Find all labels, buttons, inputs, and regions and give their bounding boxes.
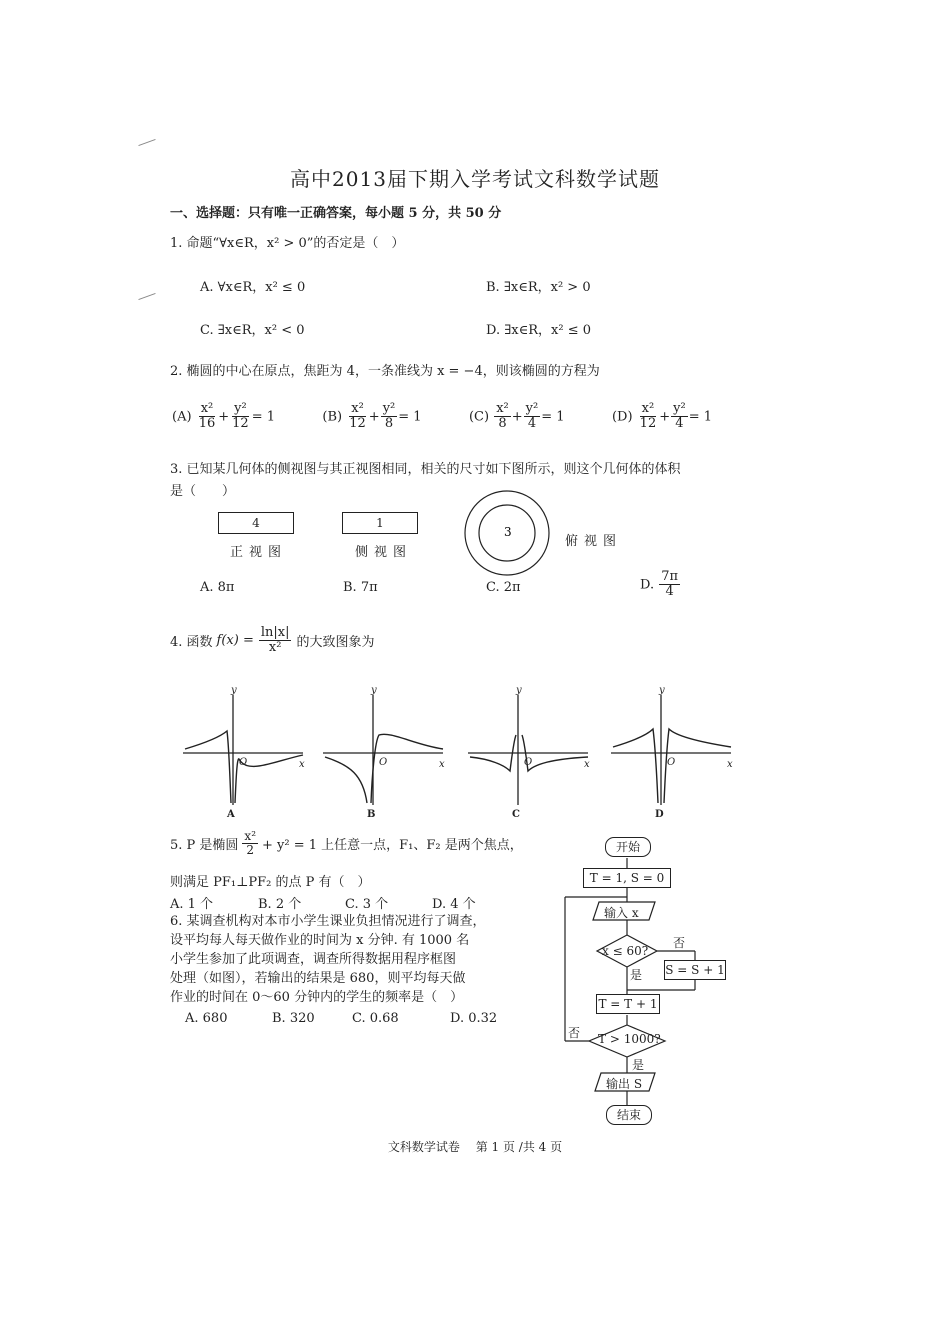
question-3-stem: 3. 已知某几何体的侧视图与其正视图相同，相关的尺寸如下图所示，则这个几何体的体积 bbox=[170, 462, 681, 477]
q2-option-a: (A) $\frac{\text{x²}}{16}$ + $\frac{\text{y²}}{12}$ = 1 bbox=[172, 401, 275, 432]
flowchart-no2: 否 bbox=[568, 1026, 581, 1040]
graph-a bbox=[183, 685, 305, 820]
question-4-stem: 4. 函数 f(x) = $\frac{\ln|x|}{\text{x²}}$ 的大致图象为 bbox=[170, 625, 375, 656]
q2-option-c: (C) $\frac{\text{x²}}{8}$ + $\frac{\text{y²}}{4}$ = 1 bbox=[468, 401, 565, 432]
exam-title: 高中2013届下期入学考试文科数学试题 bbox=[290, 167, 660, 191]
q6-option-c: C. 0.68 bbox=[352, 1011, 399, 1026]
flowchart-output: 输出 S bbox=[606, 1077, 643, 1091]
svg-text:O: O bbox=[239, 757, 248, 768]
svg-text:O: O bbox=[667, 757, 676, 768]
question-1-stem: 1. 命题“∀x∈R，x² > 0”的否定是（ ） bbox=[170, 236, 405, 251]
flowchart-inc-t: T = T + 1 bbox=[596, 994, 660, 1014]
svg-text:O: O bbox=[379, 757, 388, 768]
flowchart-end: 结束 bbox=[606, 1105, 652, 1125]
q6-option-a: A. 680 bbox=[185, 1011, 228, 1026]
flowchart-no1: 否 bbox=[673, 936, 686, 950]
svg-text:x: x bbox=[727, 759, 733, 770]
q1-option-d: D. ∃x∈R，x² ≤ 0 bbox=[486, 323, 591, 338]
q5-option-d: D. 4 个 bbox=[432, 897, 476, 912]
front-view-label: 正视图 bbox=[230, 545, 288, 560]
flowchart-yes1: 是 bbox=[630, 968, 643, 982]
front-view-figure bbox=[218, 512, 294, 534]
q2-option-d: (D) $\frac{\text{x²}}{12}$ + $\frac{\text{y²}}{4}$ = 1 bbox=[611, 401, 712, 432]
graph-d bbox=[611, 685, 733, 820]
q2-options bbox=[172, 402, 712, 432]
top-view-label: 俯视图 bbox=[565, 534, 623, 549]
side-view-label: 侧视图 bbox=[355, 545, 413, 560]
flowchart-cond1: x ≤ 60? bbox=[602, 944, 649, 958]
q5-option-a: A. 1 个 bbox=[170, 897, 214, 912]
side-view-figure bbox=[342, 512, 418, 534]
q6-option-b: B. 320 bbox=[272, 1011, 315, 1026]
flowchart-yes2: 是 bbox=[632, 1058, 645, 1072]
side-view-value: 1 bbox=[376, 516, 384, 530]
question-6-stem: 6. 某调查机构对本市小学生课业负担情况进行了调查， 设平均每人每天做作业的时间为 x 分钟. 有 1000 名 小学生参加了此项调查，调查所得数据用程序框图 处理（如图），若输出的结果是 680，则平均每天做 作业的时间在 0～60 分钟内的学生的频率是（ ） bbox=[170, 914, 486, 1005]
graph-b bbox=[323, 685, 445, 820]
q1-option-c: C. ∃x∈R，x² < 0 bbox=[200, 323, 305, 338]
q5-option-b: B. 2 个 bbox=[258, 897, 302, 912]
top-view-figure bbox=[462, 488, 552, 578]
flowchart-start: 开始 bbox=[605, 837, 651, 857]
svg-text:O: O bbox=[524, 757, 533, 768]
top-view-value: 3 bbox=[504, 525, 512, 539]
svg-text:x: x bbox=[439, 759, 445, 770]
svg-text:x: x bbox=[584, 759, 590, 770]
q3-option-a: A. 8π bbox=[200, 580, 235, 595]
q4-graphs bbox=[175, 685, 735, 825]
q1-option-b: B. ∃x∈R，x² > 0 bbox=[486, 280, 591, 295]
flowchart-inc-s: S = S + 1 bbox=[664, 960, 726, 980]
svg-text:A: A bbox=[227, 809, 235, 820]
flowchart-cond2: T > 1000? bbox=[598, 1032, 661, 1046]
question-2-stem: 2. 椭圆的中心在原点，焦距为 4，一条准线为 x = −4，则该椭圆的方程为 bbox=[170, 364, 600, 379]
svg-text:D: D bbox=[655, 809, 664, 820]
svg-text:y: y bbox=[659, 685, 665, 696]
page-footer: 文科数学试卷 第 1 页 /共 4 页 bbox=[387, 1140, 563, 1154]
svg-text:y: y bbox=[371, 685, 377, 696]
q3-option-c: C. 2π bbox=[486, 580, 521, 595]
question-5-stem: 5. P 是椭圆 $\frac{\text{x²}}{2}$ + y² = 1 上任意一点，F₁、F₂ 是两个焦点， bbox=[170, 829, 523, 858]
svg-text:x: x bbox=[299, 759, 305, 770]
q1-option-a: A. ∀x∈R，x² ≤ 0 bbox=[200, 280, 306, 295]
svg-text:y: y bbox=[231, 685, 237, 696]
q3-option-d: D. $\frac{7\pi}{4}$ bbox=[640, 569, 679, 600]
q2-option-b: (B) $\frac{\text{x²}}{12}$ + $\frac{\text{y²}}{8}$ = 1 bbox=[322, 401, 422, 432]
graph-c bbox=[468, 685, 590, 820]
svg-text:C: C bbox=[512, 809, 520, 820]
flowchart-init: T = 1, S = 0 bbox=[583, 868, 671, 888]
scan-mark bbox=[138, 293, 155, 300]
scan-mark bbox=[138, 139, 155, 146]
q3-option-b: B. 7π bbox=[343, 580, 378, 595]
section-heading: 一、选择题：只有唯一正确答案，每小题 5 分，共 50 分 bbox=[170, 206, 502, 221]
q6-option-d: D. 0.32 bbox=[450, 1011, 498, 1026]
question-3-stem-2: 是（ ） bbox=[170, 484, 236, 499]
q5-option-c: C. 3 个 bbox=[345, 897, 389, 912]
question-5-stem-2: 则满足 PF₁⊥PF₂ 的点 P 有（ ） bbox=[170, 875, 371, 890]
svg-text:B: B bbox=[367, 809, 376, 820]
svg-text:y: y bbox=[516, 685, 522, 696]
flowchart-input: 输入 x bbox=[604, 906, 639, 920]
front-view-value: 4 bbox=[252, 516, 260, 530]
